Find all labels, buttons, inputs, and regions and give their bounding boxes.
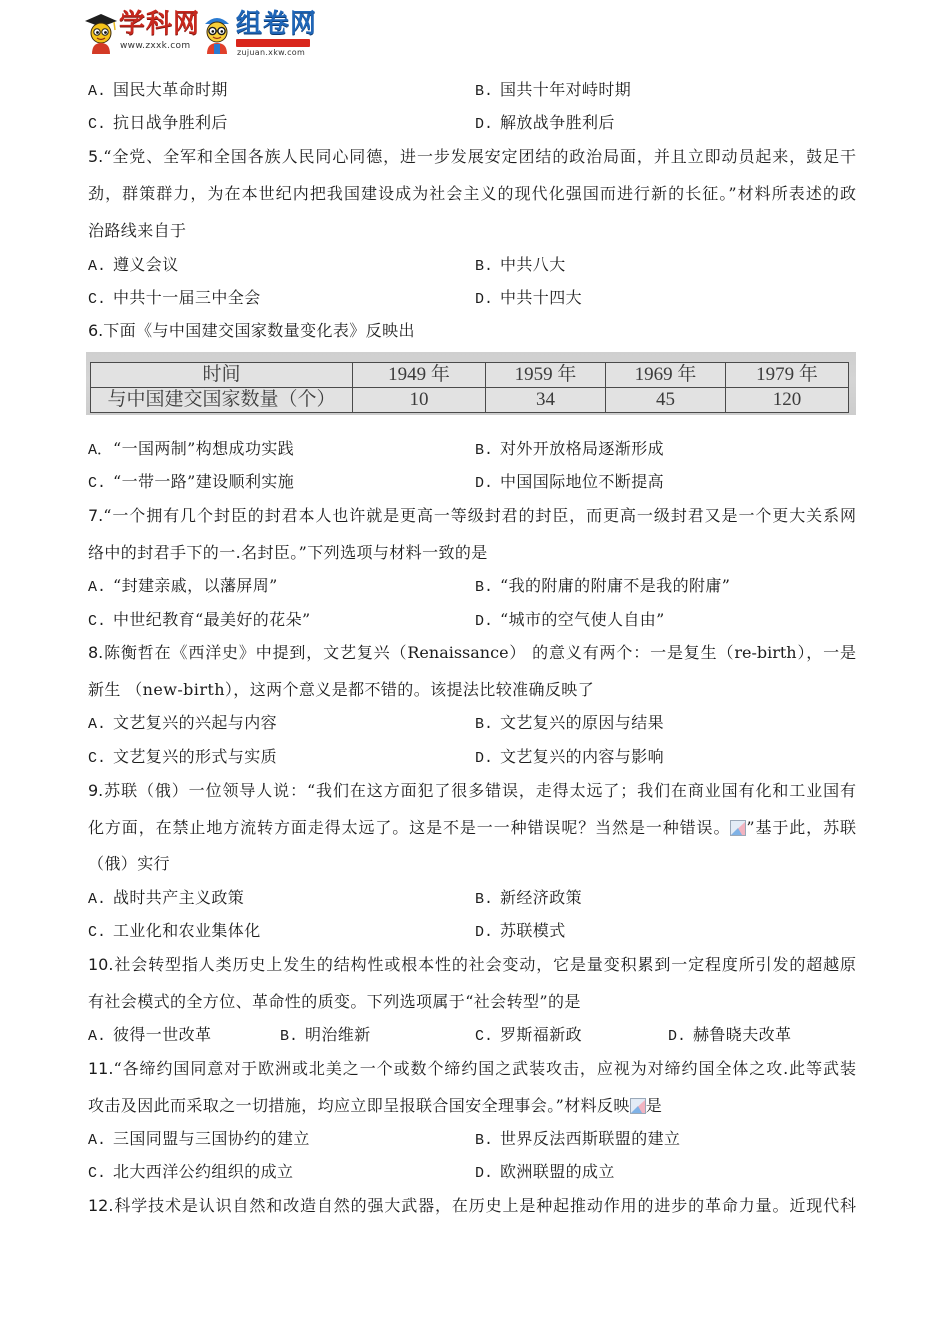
q10-option-c xyxy=(475,1024,582,1046)
option-text: 文艺复兴的原因与结果 xyxy=(500,713,665,732)
table-cell: 120 xyxy=(726,388,849,413)
table-cell: 45 xyxy=(606,388,726,413)
option-letter: B. xyxy=(475,1132,494,1149)
q6-option-a xyxy=(88,438,294,460)
stem-text: “各缔约国同意对于欧洲或北美之一个或数个缔约国之武装攻击，应视为对缔约国全体之攻.此等武装 xyxy=(113,1059,856,1078)
table-header-cell: 1969 年 xyxy=(606,363,726,388)
option-letter: A. xyxy=(88,83,107,100)
question-number: 10. xyxy=(88,955,114,974)
option-letter: C. xyxy=(88,116,107,133)
option-letter: A. xyxy=(88,1132,107,1149)
stem-text: 治路线来自于 xyxy=(88,221,187,240)
q9-stem-line-3 xyxy=(88,853,170,875)
q9-stem-line-2 xyxy=(88,817,856,839)
q11-option-a xyxy=(88,1128,310,1150)
q8-option-a xyxy=(88,712,277,734)
option-letter: A． xyxy=(88,442,113,459)
option-text: 新经济政策 xyxy=(500,888,583,907)
q5-option-b xyxy=(475,254,566,276)
option-letter: C. xyxy=(88,924,107,941)
stem-text: 络中的封君手下的一.名封臣。”下列选项与材料一致的是 xyxy=(88,543,488,562)
option-text: 解放战争胜利后 xyxy=(500,113,615,132)
option-letter: D. xyxy=(475,613,494,630)
option-letter: C. xyxy=(88,750,107,767)
option-text: 中共十四大 xyxy=(500,288,583,307)
option-letter: D. xyxy=(475,291,494,308)
zjw-logo-title: 组卷网 xyxy=(236,9,318,39)
q7-option-c xyxy=(88,609,311,631)
table-header-cell: 1949 年 xyxy=(353,363,486,388)
option-letter: D. xyxy=(475,116,494,133)
q9-option-c xyxy=(88,920,261,942)
q12-stem-line-1 xyxy=(88,1195,856,1217)
q11-option-c xyxy=(88,1161,293,1183)
option-text: 中共八大 xyxy=(500,255,566,274)
q7-option-d xyxy=(475,609,665,631)
mascot-icon xyxy=(83,10,119,54)
inline-image-icon xyxy=(630,1098,646,1114)
option-letter: B. xyxy=(475,258,494,275)
stem-text: 科学技术是认识自然和改造自然的强大武器，在历史上是种起推动作用的进步的革命力量。近现代科 xyxy=(113,1196,856,1215)
stem-text: 下面《与中国建交国家数量变化表》反映出 xyxy=(103,321,415,340)
option-letter: A. xyxy=(88,258,107,275)
option-text: 国共十年对峙时期 xyxy=(500,80,632,99)
q8-option-b xyxy=(475,712,664,734)
stem-text: 社会转型指人类历史上发生的结构性或根本性的社会变动，它是量变积累到一定程度所引发的超越原 xyxy=(113,955,856,974)
option-text: 战时共产主义政策 xyxy=(113,888,245,907)
q7-option-b xyxy=(475,575,730,597)
option-letter: A. xyxy=(88,579,107,596)
mascot-glasses-icon xyxy=(199,10,235,54)
option-text: “一带一路”建设顺利实施 xyxy=(113,472,295,491)
q5-stem-line-3 xyxy=(88,220,186,242)
q5-option-c xyxy=(88,287,261,309)
option-letter: C. xyxy=(88,1165,107,1182)
q8-stem-line-2 xyxy=(88,679,594,701)
q10-option-a xyxy=(88,1024,211,1046)
table-header-cell: 1959 年 xyxy=(486,363,606,388)
question-number: 11. xyxy=(88,1059,114,1078)
q10-stem-line-2 xyxy=(88,991,581,1013)
option-text: 工业化和农业集体化 xyxy=(113,921,261,940)
table-header-cell: 时间 xyxy=(91,363,353,388)
stem-text: 是 xyxy=(645,1096,663,1115)
q11-stem-line-1 xyxy=(88,1058,856,1080)
inline-image-icon xyxy=(730,820,746,836)
option-letter: D. xyxy=(475,924,494,941)
q8-option-c xyxy=(88,746,277,768)
option-text: 对外开放格局逐渐形成 xyxy=(500,439,665,458)
q6-option-d xyxy=(475,471,664,493)
q8-stem-line-1 xyxy=(88,642,856,664)
q7-option-a xyxy=(88,575,278,597)
table-header-row xyxy=(91,363,849,388)
q4-option-c xyxy=(88,112,228,134)
option-letter: D. xyxy=(475,475,494,492)
option-text: 罗斯福新政 xyxy=(500,1025,583,1044)
q7-stem-line-2 xyxy=(88,542,488,564)
q6-option-c xyxy=(88,471,294,493)
option-text: 赫鲁晓夫改革 xyxy=(693,1025,792,1044)
q5-option-d xyxy=(475,287,582,309)
option-letter: D. xyxy=(475,750,494,767)
q6-option-b xyxy=(475,438,664,460)
option-text: 彼得一世改革 xyxy=(113,1025,212,1044)
table-header-cell: 1979 年 xyxy=(726,363,849,388)
stem-text: （俄）实行 xyxy=(88,854,171,873)
q11-stem-line-2 xyxy=(88,1095,662,1117)
question-number: 9. xyxy=(88,781,104,800)
question-number: 5. xyxy=(88,147,104,166)
q8-option-d xyxy=(475,746,664,768)
diplomatic-relations-table xyxy=(90,362,849,413)
stem-text: 新生 （new-birth），这两个意义是都不错的。该提法比较准确反映了 xyxy=(88,680,595,699)
q6-stem-line-1 xyxy=(88,320,415,342)
option-text: “封建亲戚，以藩屏周” xyxy=(113,576,278,595)
question-number: 8. xyxy=(88,643,104,662)
option-text: 文艺复兴的形式与实质 xyxy=(113,747,278,766)
q9-stem-line-1 xyxy=(88,780,856,802)
stem-text: “一个拥有几个封臣的封君本人也许就是更高一等级封君的封臣，而更高一级封君又是一个更大关系网 xyxy=(103,506,856,525)
option-text: 中国国际地位不断提高 xyxy=(500,472,665,491)
option-text: “城市的空气使人自由” xyxy=(500,610,665,629)
question-number: 12. xyxy=(88,1196,114,1215)
stem-text: ”基于此，苏联 xyxy=(746,818,856,837)
stem-text: 化方面，在禁止地方流转方面走得太远了。这是不是一一种错误呢？当然是一种错误。 xyxy=(88,818,731,837)
q9-option-d xyxy=(475,920,566,942)
option-text: 国民大革命时期 xyxy=(113,80,228,99)
option-letter: D. xyxy=(475,1165,494,1182)
question-number: 6. xyxy=(88,321,104,340)
option-text: 欧洲联盟的成立 xyxy=(500,1162,615,1181)
q10-stem-line-1 xyxy=(88,954,856,976)
option-letter: B. xyxy=(475,579,494,596)
stem-text: 陈衡哲在《西洋史》中提到，文艺复兴（Renaissance） 的意义有两个：一是复生（re-birth），一是 xyxy=(103,643,856,662)
stem-text: 苏联（俄）一位领导人说：“我们在这方面犯了很多错误，走得太远了；我们在商业国有化和工业国有 xyxy=(103,781,856,800)
option-letter: D. xyxy=(668,1028,687,1045)
option-text: 苏联模式 xyxy=(500,921,566,940)
option-text: 北大西洋公约组织的成立 xyxy=(113,1162,294,1181)
option-text: 文艺复兴的内容与影响 xyxy=(500,747,665,766)
option-text: 世界反法西斯联盟的建立 xyxy=(500,1129,681,1148)
q11-option-d xyxy=(475,1161,615,1183)
q9-option-b xyxy=(475,887,582,909)
option-text: 文艺复兴的兴起与内容 xyxy=(113,713,278,732)
option-letter: B. xyxy=(475,442,494,459)
q5-stem-line-2 xyxy=(88,183,856,205)
q5-stem-line-1 xyxy=(88,146,856,168)
option-letter: B. xyxy=(475,83,494,100)
question-number: 7. xyxy=(88,506,104,525)
stem-text: “全党、全军和全国各族人民同心同德，进一步发展安定团结的政治局面，并且立即动员起来，鼓足干 xyxy=(103,147,856,166)
option-letter: B. xyxy=(280,1028,299,1045)
q11-option-b xyxy=(475,1128,680,1150)
option-letter: B. xyxy=(475,891,494,908)
q4-option-d xyxy=(475,112,615,134)
q10-option-d xyxy=(668,1024,791,1046)
q4-option-a xyxy=(88,79,228,101)
q10-option-b xyxy=(280,1024,371,1046)
q7-stem-line-1 xyxy=(88,505,856,527)
xkw-logo-title: 学科网 xyxy=(119,9,201,39)
xkw-logo-url: www.zxxk.com xyxy=(120,41,191,51)
zjw-logo-bar xyxy=(236,39,310,47)
option-text: 抗日战争胜利后 xyxy=(113,113,228,132)
table-row xyxy=(91,388,849,413)
option-letter: C. xyxy=(88,291,107,308)
option-text: 遵义会议 xyxy=(113,255,179,274)
option-text: “一国两制”构想成功实践 xyxy=(113,439,295,458)
option-letter: A. xyxy=(88,1028,107,1045)
q5-option-a xyxy=(88,254,179,276)
option-text: “我的附庸的附庸不是我的附庸” xyxy=(500,576,731,595)
table-cell: 10 xyxy=(353,388,486,413)
option-letter: A. xyxy=(88,891,107,908)
option-letter: A. xyxy=(88,716,107,733)
stem-text: 有社会模式的全方位、革命性的质变。下列选项属于“社会转型”的是 xyxy=(88,992,581,1011)
q4-option-b xyxy=(475,79,631,101)
option-letter: C. xyxy=(88,613,107,630)
q9-option-a xyxy=(88,887,244,909)
option-text: 明治维新 xyxy=(305,1025,371,1044)
table-cell: 与中国建交国家数量（个） xyxy=(91,388,353,413)
option-text: 中共十一届三中全会 xyxy=(113,288,261,307)
stem-text: 劲，群策群力，为在本世纪内把我国建设成为社会主义的现代化强国而进行新的长征。”材料所表述的政 xyxy=(88,184,856,203)
diplomatic-relations-table-image xyxy=(86,352,856,415)
zjw-logo-url: zujuan.xkw.com xyxy=(237,48,306,57)
table-cell: 34 xyxy=(486,388,606,413)
stem-text: 攻击及因此而采取之一切措施，均应立即呈报联合国安全理事会。”材料反映 xyxy=(88,1096,630,1115)
option-letter: C. xyxy=(475,1028,494,1045)
option-text: 三国同盟与三国协约的建立 xyxy=(113,1129,310,1148)
option-letter: B. xyxy=(475,716,494,733)
option-text: 中世纪教育“最美好的花朵” xyxy=(113,610,311,629)
option-letter: C. xyxy=(88,475,107,492)
